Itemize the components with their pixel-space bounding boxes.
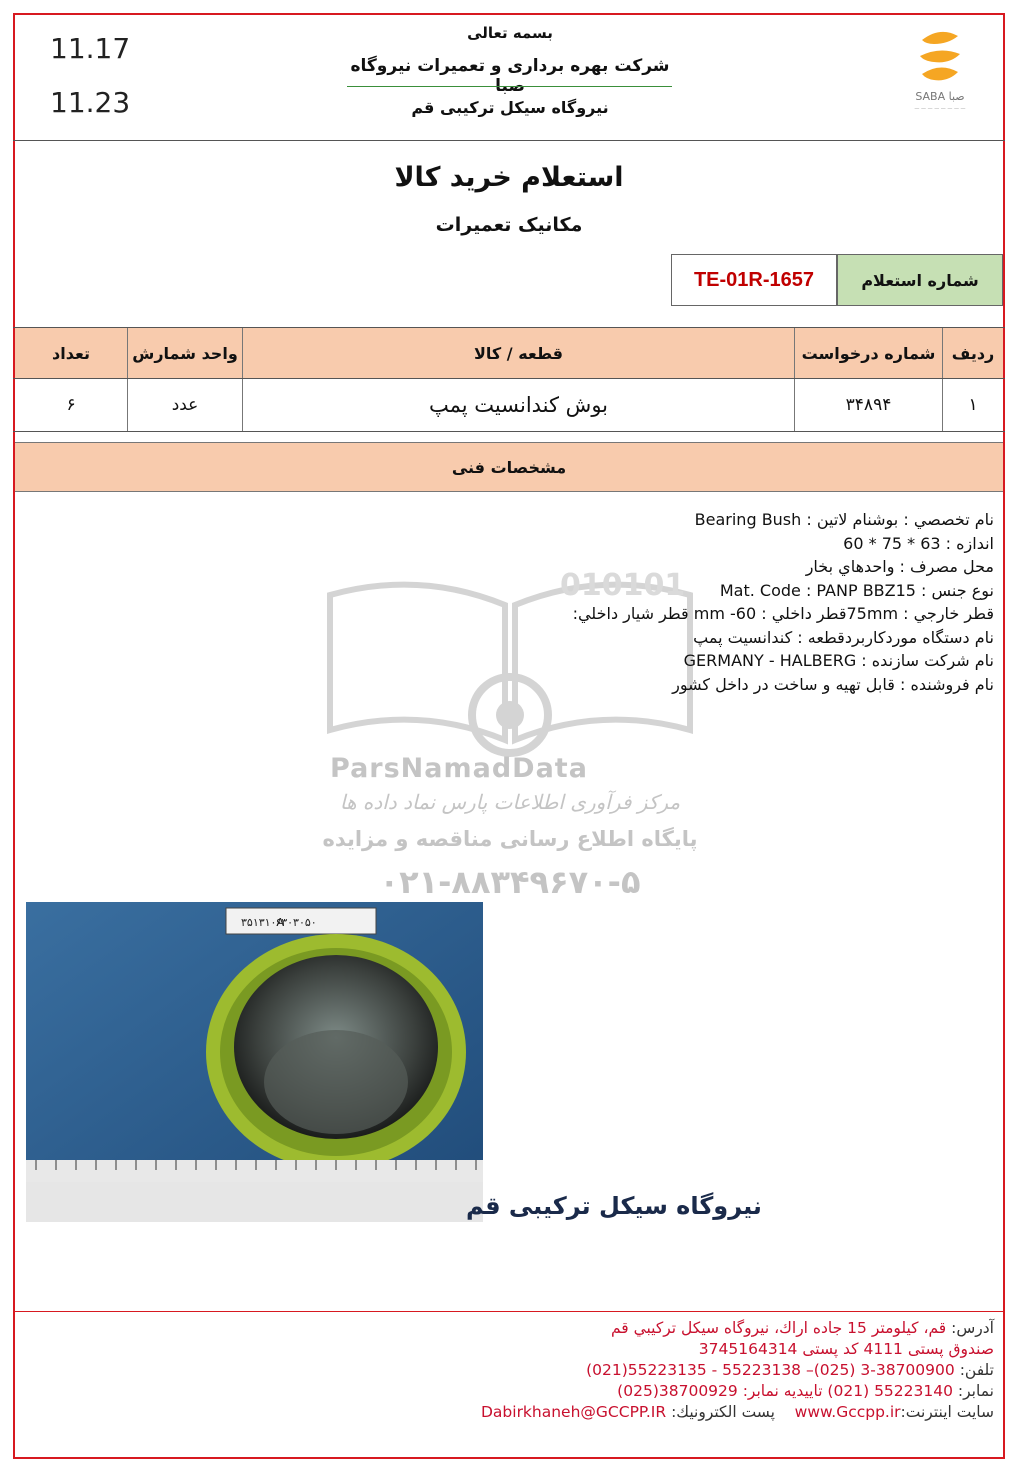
website-link[interactable]: www.Gccpp.ir	[794, 1403, 901, 1421]
pobox: صندوق پستی 4111 کد پستی 3745164314	[698, 1340, 994, 1358]
spec-line: نام فروشنده : قابل تهيه و ساخت در داخل کشور	[672, 674, 994, 694]
fax-label: نمابر:	[957, 1382, 994, 1400]
th-item: قطعه / کالا	[243, 328, 795, 378]
footer-divider	[13, 1311, 1005, 1312]
cell-qty: ۶	[15, 379, 128, 431]
watermark-brand: ParsNamadData	[330, 753, 588, 784]
spec-line: نوع جنس : Mat. Code : PANP BBZ15	[719, 580, 994, 600]
address: قم، كيلومتر 15 جاده اراك، نيروگاه سيكل تركيبي قم	[610, 1319, 947, 1337]
cell-item: بوش کندانسیت پمپ	[243, 379, 795, 431]
inquiry-label: شماره استعلام	[837, 254, 1003, 306]
svg-text:SABA صبا: SABA صبا	[915, 90, 965, 103]
spec-line: محل مصرف : واحدهاي بخار	[805, 557, 994, 576]
website-label: سايت اينترنت:	[900, 1403, 994, 1421]
bearing-bush-photo	[26, 902, 762, 1222]
saba-logo	[900, 22, 980, 112]
cell-row: ۱	[968, 395, 978, 415]
watermark-phone: ۰۲۱-۸۸۳۴۹۶۷۰-۵	[379, 863, 641, 901]
spec-line: قطر خارجي : 75mmقطر داخلي : 60- mm قطر شيار داخلي:	[572, 604, 994, 623]
spec-line: نام شرکت سازنده : GERMANY - HALBERG	[683, 651, 994, 670]
email-link[interactable]: Dabirkhaneh@GCCPP.IR	[480, 1403, 667, 1421]
company-name: شرکت بهره برداری و تعمیرات نیروگاه صبا	[350, 56, 670, 96]
th-row: ردیف	[951, 343, 995, 363]
plant-name: نیروگاه سیکل ترکیبی قم	[411, 98, 609, 117]
email-label: پست الکترونيك:	[671, 1403, 775, 1421]
footer	[94, 1318, 994, 1423]
inquiry-number: TE-01R-1657	[671, 254, 837, 306]
cell-unit: عدد	[128, 379, 243, 431]
spec-line: نام دستگاه موردکاربردقطعه : کندانسيت پمپ	[693, 627, 994, 647]
phone: 38700900-3 (025)– 55223138 - 55223135(021)	[586, 1361, 955, 1379]
svg-text:— — — — — — — —: — — — — — — — —	[914, 106, 966, 112]
date-bottom: 11.23	[50, 86, 131, 119]
watermark-line2: پایگاه اطلاع رسانی مناقصه و مزایده	[322, 827, 698, 851]
photo-caption: نیروگاه سیکل ترکیبی قم	[466, 1192, 762, 1220]
svg-text:010101: 010101	[560, 568, 686, 603]
fax: 55223140 (021) تاييديه نمابر: 38700929(025)	[617, 1382, 953, 1400]
page-subtitle: مکانیک تعمیرات	[435, 214, 583, 236]
spec-line: نام تخصصي : بوشنام لاتين : Bearing Bush	[694, 510, 994, 529]
address-label: آدرس:	[951, 1319, 994, 1337]
cell-request: ۳۴۸۹۴	[795, 379, 943, 431]
specs-list	[494, 508, 994, 696]
table-bottom-line	[13, 431, 1005, 432]
page-title: استعلام خرید کالا	[394, 162, 624, 193]
th-unit: واحد شمارش	[128, 328, 243, 378]
table-row	[15, 379, 1003, 431]
photo-label-left: ۶۳۰۳۰۵۰	[275, 916, 317, 929]
th-request: شماره درخواست	[795, 328, 943, 378]
watermark-line1: مرکز فرآوری اطلاعات پارس نماد داده ها	[339, 790, 681, 814]
basmala: بسمه تعالی	[467, 24, 553, 42]
specs-header: مشخصات فنی	[15, 442, 1003, 492]
th-qty: تعداد	[15, 328, 128, 378]
phone-label: تلفن:	[959, 1361, 994, 1379]
spec-line: اندازه : 63 * 75 * 60	[843, 533, 994, 553]
header-divider	[13, 140, 1005, 141]
photo-label-right: ۳۵۱۳۱۰A	[241, 916, 284, 929]
header-underline	[347, 86, 672, 87]
date-top: 11.17	[50, 32, 131, 65]
table-header	[15, 328, 1003, 378]
